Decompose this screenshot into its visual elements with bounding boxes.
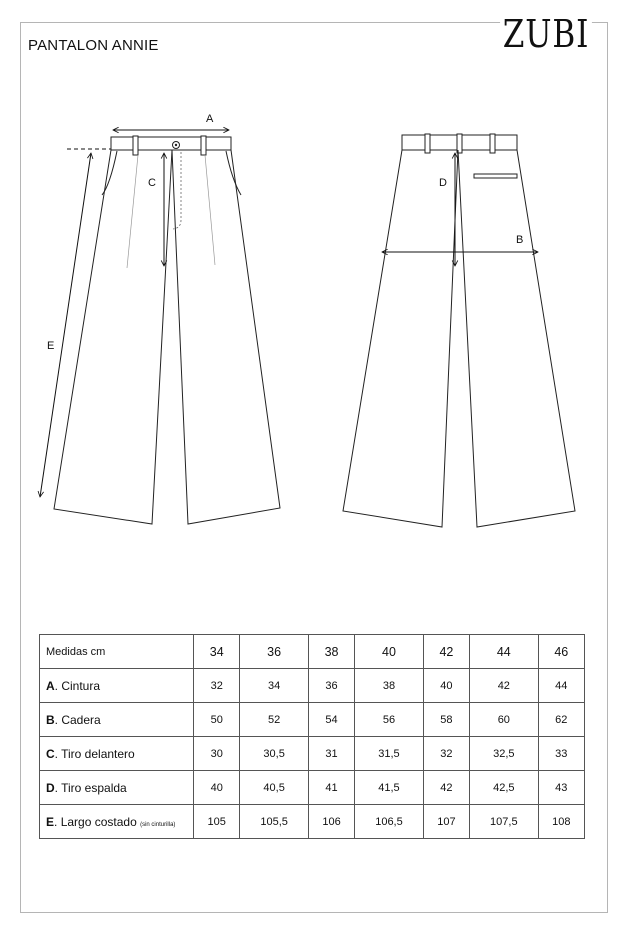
cell: 54	[308, 703, 354, 737]
cell: 60	[470, 703, 538, 737]
row-letter: D	[46, 780, 55, 795]
row-label: C. Tiro delantero	[40, 737, 194, 771]
cell: 42,5	[470, 771, 538, 805]
size-header: 38	[308, 635, 354, 669]
label-a: A	[206, 113, 214, 125]
belt-loop	[133, 136, 138, 155]
cell: 107	[423, 805, 469, 839]
front-view	[54, 136, 280, 524]
cell: 42	[470, 669, 538, 703]
row-label: A. Cintura	[40, 669, 194, 703]
row-name: Tiro delantero	[61, 746, 135, 761]
row-label: E. Largo costado (sin cinturilla)	[40, 805, 194, 839]
front-waistband	[111, 137, 231, 150]
size-header-row	[40, 635, 585, 669]
row-label: D. Tiro espalda	[40, 771, 194, 805]
label-b: B	[516, 234, 524, 246]
size-header: 34	[194, 635, 240, 669]
row-note: (sin cinturilla)	[140, 821, 176, 828]
table-row	[40, 771, 585, 805]
table-row	[40, 805, 585, 839]
cell: 105,5	[240, 805, 308, 839]
label-d: D	[439, 177, 447, 189]
cell: 107,5	[470, 805, 538, 839]
belt-loop	[201, 136, 206, 155]
cell: 43	[538, 771, 584, 805]
front-right-leg	[172, 150, 280, 524]
table-row	[40, 737, 585, 771]
product-title: PANTALON ANNIE	[28, 37, 159, 54]
pleat	[127, 155, 138, 268]
cell: 40	[194, 771, 240, 805]
cell: 41	[308, 771, 354, 805]
cell: 30	[194, 737, 240, 771]
size-header: 42	[423, 635, 469, 669]
cell: 32	[423, 737, 469, 771]
row-label: B. Cadera	[40, 703, 194, 737]
row-name: Tiro espalda	[61, 780, 127, 795]
cell: 56	[355, 703, 423, 737]
cell: 36	[308, 669, 354, 703]
cell: 106,5	[355, 805, 423, 839]
cell: 32	[194, 669, 240, 703]
cell: 44	[538, 669, 584, 703]
cell: 50	[194, 703, 240, 737]
table-row	[40, 703, 585, 737]
cell: 31,5	[355, 737, 423, 771]
label-c: C	[148, 177, 156, 189]
cell: 58	[423, 703, 469, 737]
cell: 32,5	[470, 737, 538, 771]
cell: 40,5	[240, 771, 308, 805]
cell: 62	[538, 703, 584, 737]
size-header: 40	[355, 635, 423, 669]
back-pocket	[474, 174, 517, 178]
label-e: E	[47, 340, 55, 352]
cell: 40	[423, 669, 469, 703]
front-left-leg	[54, 150, 172, 524]
cell: 42	[423, 771, 469, 805]
cell: 108	[538, 805, 584, 839]
header-label: Medidas cm	[40, 635, 194, 669]
row-letter: E	[46, 814, 55, 829]
row-letter: C	[46, 746, 55, 761]
cell: 38	[355, 669, 423, 703]
back-left-leg	[343, 150, 458, 527]
cell: 106	[308, 805, 354, 839]
back-right-leg	[458, 150, 575, 527]
pleat	[205, 155, 215, 265]
cell: 52	[240, 703, 308, 737]
row-name: Cintura	[61, 678, 101, 693]
cell: 41,5	[355, 771, 423, 805]
size-header: 44	[470, 635, 538, 669]
belt-loop	[425, 134, 430, 153]
row-letter: B	[46, 712, 55, 727]
cell: 34	[240, 669, 308, 703]
row-name: Largo costado	[60, 814, 137, 829]
back-view	[343, 134, 575, 527]
cell: 31	[308, 737, 354, 771]
cell: 30,5	[240, 737, 308, 771]
cell: 105	[194, 805, 240, 839]
row-letter: A	[46, 678, 55, 693]
size-header: 36	[240, 635, 308, 669]
row-name: Cadera	[61, 712, 101, 727]
size-table	[39, 634, 585, 839]
belt-loop	[490, 134, 495, 153]
front-pocket-right	[226, 151, 241, 195]
cell: 33	[538, 737, 584, 771]
brand-logo: ZUBI	[500, 10, 592, 58]
table-row	[40, 669, 585, 703]
size-header: 46	[538, 635, 584, 669]
